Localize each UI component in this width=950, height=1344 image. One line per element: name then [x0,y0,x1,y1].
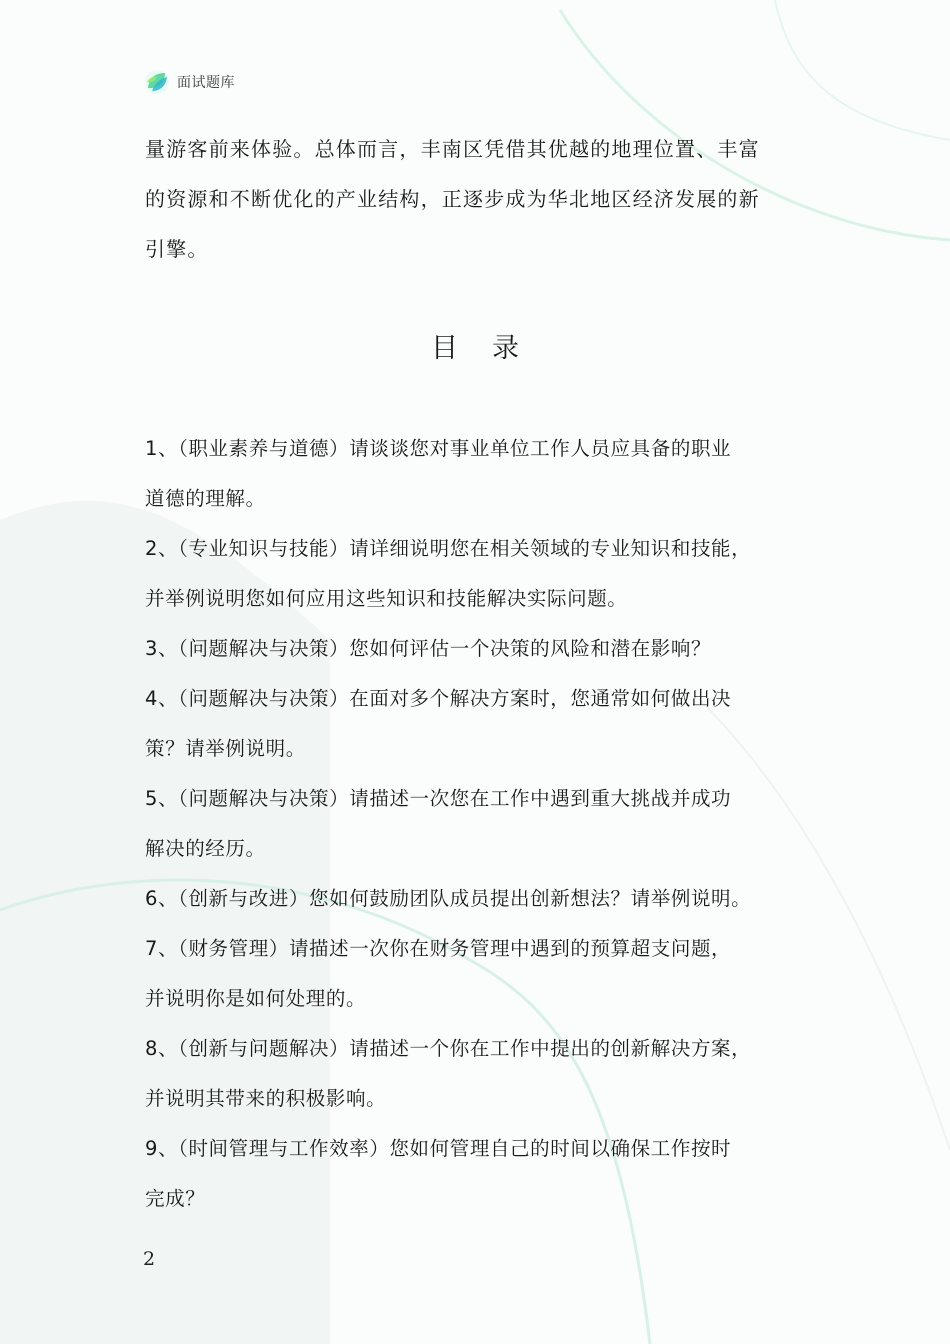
toc-item-2 [145,524,825,624]
toc-item-9 [145,1124,825,1224]
toc-line: 7、（财务管理）请描述一次你在财务管理中遇到的预算超支问题， [145,937,732,960]
toc-line: 8、（创新与问题解决）请描述一个你在工作中提出的创新解决方案， [145,1037,752,1060]
toc-line: 并说明你是如何处理的。 [145,987,367,1010]
toc-line: 解决的经历。 [145,837,266,860]
toc-line: 完成？ [145,1187,206,1210]
intro-line: 的资源和不断优化的产业结构，正逐步成为华北地区经济发展的新 [145,187,760,211]
toc-line: 并举例说明您如何应用这些知识和技能解决实际问题。 [145,587,628,610]
toc-line: 9、（时间管理与工作效率）您如何管理自己的时间以确保工作按时 [145,1137,732,1160]
page-number: 2 [143,1248,156,1270]
toc-line: 策？请举例说明。 [145,737,306,760]
toc-item-7 [145,924,825,1024]
bg-curve-top-right-2 [775,0,950,140]
toc-line: 1、（职业素养与道德）请谈谈您对事业单位工作人员应具备的职业 [145,437,732,460]
toc-line: 5、（问题解决与决策）请描述一次您在工作中遇到重大挑战并成功 [145,787,732,810]
toc-line: 6、（创新与改进）您如何鼓励团队成员提出创新想法？请举例说明。 [145,887,752,910]
toc-item-8 [145,1024,825,1124]
toc-item-6 [145,874,825,924]
leaf-logo-icon [143,68,171,96]
toc-title: 目录 [431,333,553,364]
toc-item-4 [145,674,825,774]
intro-paragraph [145,124,815,274]
toc-line: 3、（问题解决与决策）您如何评估一个决策的风险和潜在影响？ [145,637,712,660]
toc-list [145,424,825,1224]
page-header [143,66,235,98]
intro-line: 量游客前来体验。总体而言，丰南区凭借其优越的地理位置、丰富 [145,137,760,161]
brand-name: 面试题库 [177,75,235,91]
toc-line: 并说明其带来的积极影响。 [145,1087,387,1110]
toc-line: 道德的理解。 [145,487,266,510]
toc-item-1 [145,424,825,524]
toc-line: 2、（专业知识与技能）请详细说明您在相关领域的专业知识和技能， [145,537,752,560]
toc-item-5 [145,774,825,874]
intro-line: 引擎。 [145,237,209,261]
toc-line: 4、（问题解决与决策）在面对多个解决方案时，您通常如何做出决 [145,687,732,710]
toc-item-3 [145,624,825,674]
